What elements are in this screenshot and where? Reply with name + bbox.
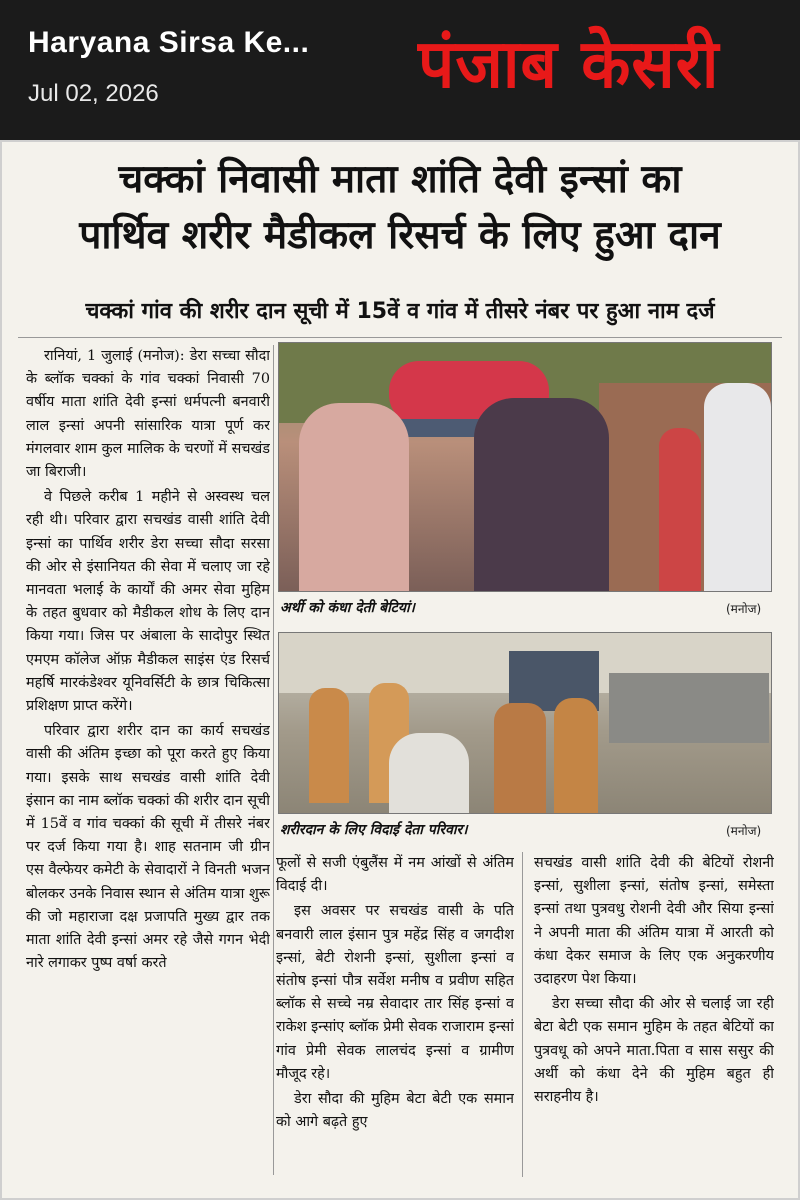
photo-daughters-carrying-bier [278,342,772,592]
headline [18,152,782,264]
paragraph: रानियां, 1 जुलाई (मनोज): डेरा सच्चा सौदा के ब्लॉक चक्कां के गांव चक्कां निवासी 70 वर्षीय माता शांति देवी इन्सां धर्मपत्नी बनवारी लाल इन्सां अपनी सांसारिक यात्रा पूर्ण कर मंगलवार शाम कुल मालिक के चरणों में सचखंड जा बिराजी। [26,348,270,481]
photo-credit: (मनोज) [726,602,762,616]
rule [18,337,782,338]
photo-person [309,688,349,803]
photo-family-farewell [278,632,772,814]
photo-credit: (मनोज) [726,824,762,838]
headline-line-1: चक्कां निवासी माता शांति देवी इन्सां का [118,157,682,202]
paragraph: डेरा सच्चा सौदा की ओर से चलाई जा रही बेटा बेटी एक समान मुहिम के तहत बेटियों का पुत्रवधू को अपने माता.पिता व सास ससुर की अर्थी को कंधा देने की मुहिम बहुत ही सराहनीय है। [534,996,774,1106]
photo-caption: अर्थी को कंधा देती बेटियां। [280,600,415,616]
publish-date: Jul 02, 2026 [28,80,159,107]
photo-woman-left [299,403,409,591]
newspaper-logo: पंजाब केसरी [418,26,720,105]
photo-woman-right [474,398,609,591]
paragraph: फूलों से सजी एंबुलैंस में नम आंखों से अंतिम विदाई दी। [276,855,514,895]
subheadline: चक्कां गांव की शरीर दान सूची में 15वें व गांव में तीसरे नंबर पर हुआ नाम दर्ज [85,299,715,324]
photo-crowd [609,673,769,743]
article-column-1 [26,345,270,1180]
paragraph: परिवार द्वारा शरीर दान का कार्य सचखंड वासी की अंतिम इच्छा को पूरा करते हुए किया गया। इसके साथ सचखंड वासी शांति देवी इंसान का नाम ब्लॉक चक्कां की शरीर दान सूची में 15वें व गांव चक्कां की सूची में तीसरे नंबर पर दर्ज किया गया है। शाह सतनाम जी ग्रीन एस वैल्फेयर कमेटी के सेवादारों ने विनती भजन बोलकर उनके निवास स्थान से अंतिम यात्रा शुरू की जो महाराजा दक्ष प्रजापति मुख्य द्वार तक माता शांति देवी इन्सां अमर रहे जैसे गगन भेदी नारे लगाकर पुष्प वर्षा करते [26,723,270,972]
column-rule [273,345,274,1175]
headline-line-2: पार्थिव शरीर मैडीकल रिसर्च के लिए हुआ दान [79,213,721,258]
photo-man [389,733,469,813]
article-column-2 [276,852,514,1182]
article-column-3 [534,852,774,1182]
article-title[interactable]: Haryana Sirsa Ke... [28,26,310,59]
column-rule [522,852,523,1177]
paragraph: डेरा सौदा की मुहिम बेटा बेटी एक समान को आगे बढ़ते हुए [276,1091,514,1131]
photo-person [494,703,546,813]
photo-boy [704,383,771,591]
photo-child [659,428,701,591]
app-header [0,0,800,140]
paragraph: वे पिछले करीब 1 महीने से अस्वस्थ चल रही थी। परिवार द्वारा सचखंड वासी शांति देवी इन्सां का पार्थिव शरीर डेरा सच्चा सौदा सरसा की ओर से इंसानियत की सेवा में चलाए जा रहे मानवता भलाई के कार्यों की अमर सेवा मुहिम के तहत बुधवार को मैडीकल शोध के लिए दान किया गया। जिस पर अंबाला के सादोपुर स्थित एमएम कॉलेज ऑफ़ मैडीकल साइंस एंड रिसर्च महर्षि मारकंडेश्वर यूनिवर्सिटी के छात्र चिकित्सा प्रशिक्षण प्राप्त करेंगे। [26,489,270,715]
photo-caption: शरीरदान के लिए विदाई देता परिवार। [280,822,468,838]
photo-person [554,698,598,813]
paragraph: सचखंड वासी शांति देवी की बेटियों रोशनी इन्सां, सुशीला इन्सां, संतोष इन्सां, समेस्ता इन्सां तथा पुत्रवधु रोशनी देवी और सिया इन्सां ने अपनी माता की अंतिम यात्रा में आरती को कंधा देकर समाज के लिए एक अनुकरणीय उदाहरण पेश किया। [534,855,774,988]
paragraph: इस अवसर पर सचखंड वासी के पति बनवारी लाल इंसान पुत्र महेंद्र सिंह व जगदीश इन्सां, बेटी रोशनी इन्सां, सुशीला इन्सां व संतोष इन्सां पौत्र सर्वेश मनीष व प्रवीण सहित ब्लॉक से सच्चे नम्र सेवादार तार सिंह इन्सां व राकेश इन्सांए ब्लॉक प्रेमी सेवक राजाराम इन्सां गांव प्रेमी सेवक लालचंद इन्सां व ग्रामीण मौजूद रहे। [276,903,514,1082]
